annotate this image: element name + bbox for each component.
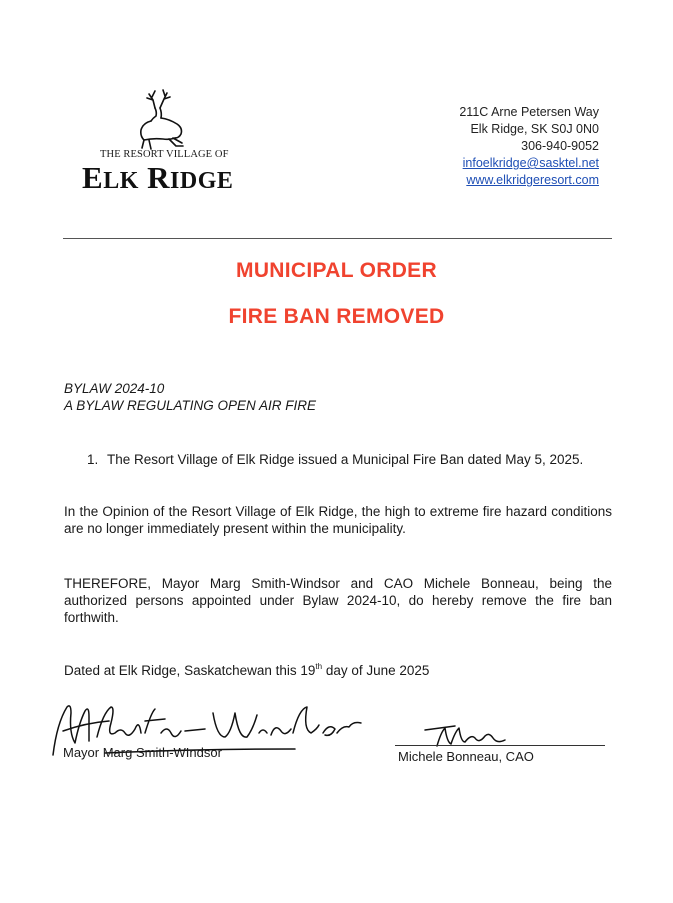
address-city: Elk Ridge, SK S0J 0N0	[470, 122, 599, 136]
dated-prefix: Dated at Elk Ridge, Saskatchewan this 19	[64, 663, 316, 678]
dated-ordinal: th	[315, 662, 323, 671]
list-item-number: 1.	[87, 452, 99, 467]
address-street: 211C Arne Petersen Way	[459, 105, 599, 119]
list-item-text: The Resort Village of Elk Ridge issued a Municipal Fire Ban dated May 5, 2025.	[107, 452, 584, 467]
order-subtitle: FIRE BAN REMOVED	[228, 305, 445, 328]
website-link[interactable]: www.elkridgeresort.com	[466, 173, 599, 187]
list-item	[87, 452, 583, 467]
bylaw-subject: A BYLAW REGULATING OPEN AIR FIRE	[64, 398, 317, 413]
logo-wordmark: ELK RIDGE	[82, 160, 234, 195]
order-title: MUNICIPAL ORDER	[236, 259, 437, 282]
therefore-body: Mayor Marg Smith-Windsor and CAO Michele Bonneau, being the authorized persons appointed under Bylaw 2024-10, do hereby remove the fire ban forthwith.	[64, 576, 612, 625]
bylaw-reference	[64, 380, 316, 414]
logo-caption: THE RESORT VILLAGE OF	[100, 149, 229, 160]
cao-name: Michele Bonneau, CAO	[398, 749, 534, 764]
therefore-paragraph	[64, 575, 612, 626]
elk-icon	[133, 88, 189, 150]
therefore-lead: THEREFORE,	[64, 576, 152, 591]
email-link[interactable]: infoelkridge@sasktel.net	[462, 156, 599, 170]
header-divider	[63, 238, 612, 239]
mayor-name: Mayor Marg Smith-WIndsor	[63, 745, 222, 760]
phone-number: 306-940-9052	[521, 139, 599, 153]
dated-line	[64, 662, 429, 678]
bylaw-number: BYLAW 2024-10	[64, 381, 165, 396]
contact-block	[459, 104, 599, 189]
dated-rest: day of June 2025	[322, 663, 430, 678]
cao-signature-line	[395, 745, 605, 746]
opinion-paragraph: In the Opinion of the Resort Village of Elk Ridge, the high to extreme fire hazard conditions are no longer immediately present within the municipality.	[64, 504, 612, 536]
